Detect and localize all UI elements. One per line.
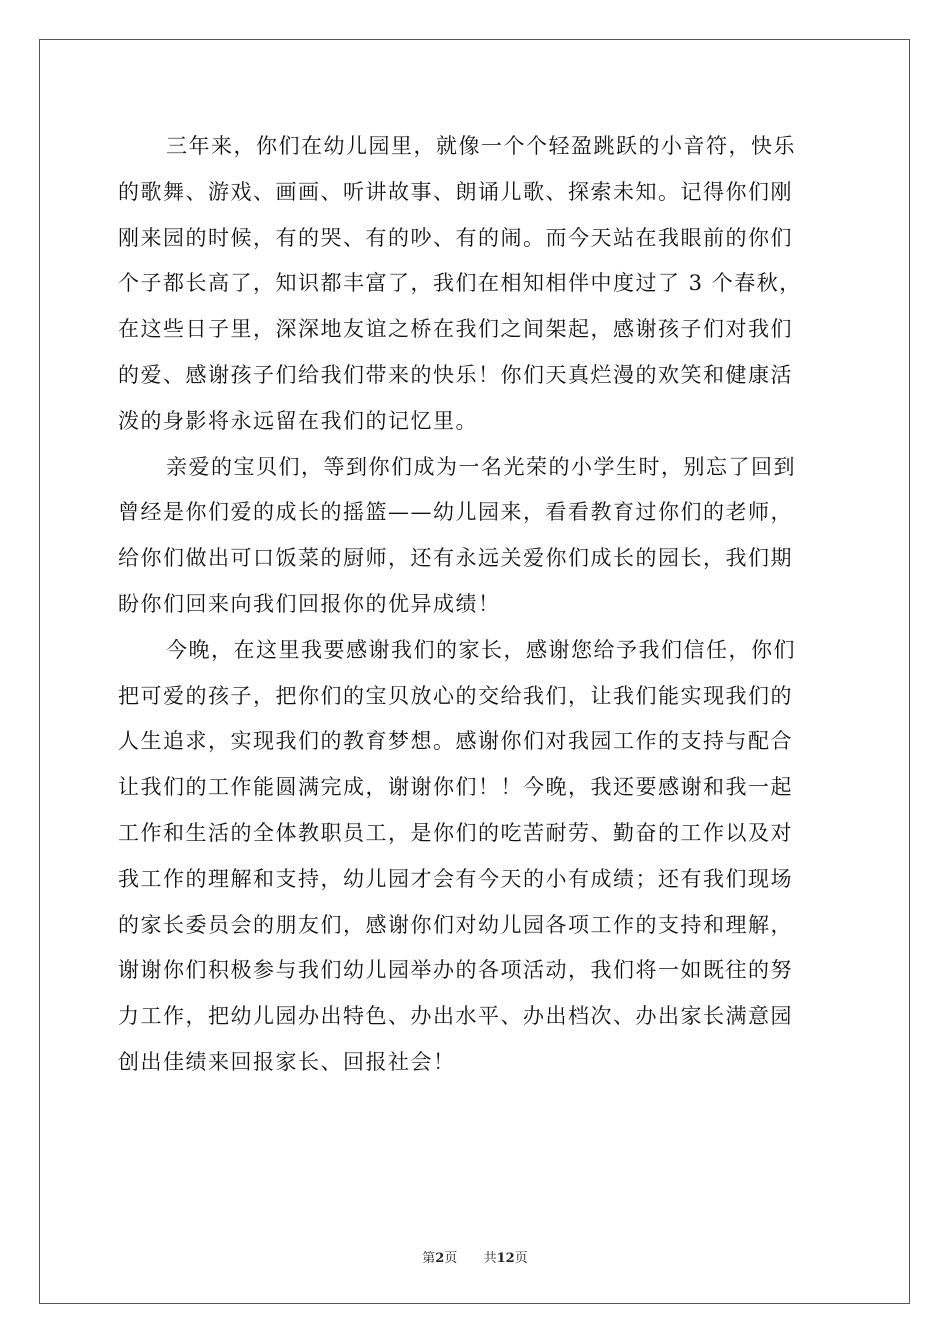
total-suffix: 页 — [514, 1251, 528, 1266]
page-indicator — [422, 1251, 461, 1266]
total-pages: 12 — [496, 1251, 515, 1266]
paragraph-line: 盼你们回来向我们回报你的优异成绩！ — [118, 591, 501, 616]
paragraph-line: 泼的身影将永远留在我们的记忆里。 — [118, 408, 478, 433]
paragraph-line: 在这些日子里，深深地友谊之桥在我们之间架起，感谢孩子们对我们 — [118, 317, 793, 342]
paragraph-line: 的家长委员会的朋友们，感谢你们对幼儿园各项工作的支持和理解， — [118, 912, 793, 937]
paragraph-line: 让我们的工作能圆满完成，谢谢你们！！今晚，我还要感谢和我一起 — [118, 775, 793, 800]
paragraph-line: 刚来园的时候，有的哭、有的吵、有的闹。而今天站在我眼前的你们 — [118, 225, 793, 250]
paragraph-line: 的爱、感谢孩子们给我们带来的快乐！你们天真烂漫的欢笑和健康活 — [118, 362, 793, 387]
paragraph-line: 亲爱的宝贝们，等到你们成为一名光荣的小学生时，别忘了回到 — [166, 454, 796, 479]
paragraph-line: 给你们做出可口饭菜的厨师，还有永远关爱你们成长的园长，我们期 — [118, 546, 793, 571]
document-body — [118, 124, 832, 1086]
paragraph-1 — [118, 124, 832, 445]
paragraph-line: 人生追求，实现我们的教育梦想。感谢你们对我园工作的支持与配合 — [118, 729, 793, 754]
paragraph-line: 曾经是你们爱的成长的摇篮——幼儿园来，看看教育过你们的老师， — [118, 500, 793, 525]
paragraph-line: 我工作的理解和支持，幼儿园才会有今天的小有成绩；还有我们现场 — [118, 866, 793, 891]
paragraph-3 — [118, 628, 832, 1086]
paragraph-line: 三年来，你们在幼儿园里，就像一个个轻盈跳跃的小音符，快乐 — [166, 134, 796, 158]
paragraph-line: 工作和生活的全体教职员工，是你们的吃苦耐劳、勤奋的工作以及对 — [118, 820, 793, 845]
paragraph-line: 的歌舞、游戏、画画、听讲故事、朗诵儿歌、探索未知。记得你们刚 — [118, 179, 793, 204]
paragraph-line: 谢谢你们积极参与我们幼儿园举办的各项活动，我们将一如既往的努 — [118, 958, 793, 983]
total-pages-indicator — [484, 1251, 528, 1266]
page-number: 2 — [435, 1251, 445, 1266]
paragraph-line: 创出佳绩来回报家长、回报社会！ — [118, 1049, 456, 1074]
paragraph-line: 个子都长高了，知识都丰富了，我们在相知相伴中度过了 3 个春秋， — [118, 271, 802, 296]
page-footer — [0, 1247, 950, 1266]
total-prefix: 共 — [483, 1251, 497, 1266]
paragraph-line: 今晚，在这里我要感谢我们的家长，感谢您给予我们信任，你们 — [166, 637, 796, 662]
paragraph-line: 力工作，把幼儿园办出特色、办出水平、办出档次、办出家长满意园 — [118, 1004, 793, 1029]
paragraph-2 — [118, 445, 832, 628]
page-suffix: 页 — [444, 1251, 458, 1266]
paragraph-line: 把可爱的孩子，把你们的宝贝放心的交给我们，让我们能实现我们的 — [118, 683, 793, 708]
page-prefix: 第 — [422, 1251, 436, 1266]
